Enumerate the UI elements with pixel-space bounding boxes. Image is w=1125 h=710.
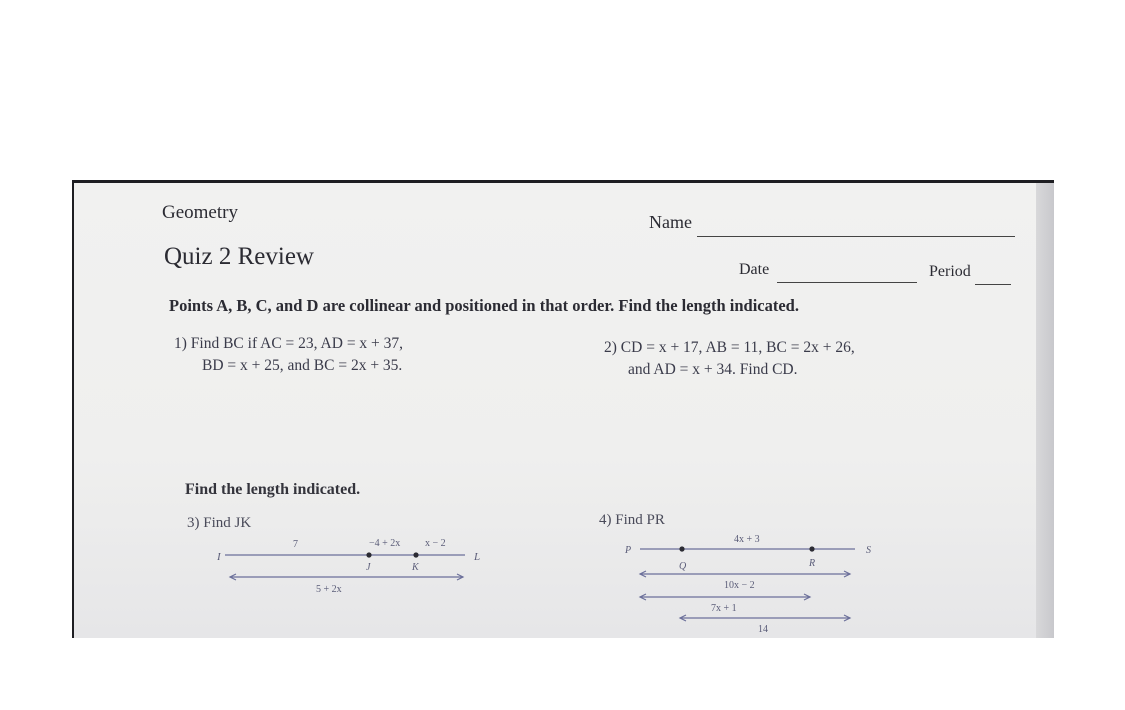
segment-ps-label: 14 bbox=[758, 624, 768, 635]
point-k bbox=[413, 552, 418, 557]
point-q bbox=[679, 546, 684, 551]
problem-2-line2: and AD = x + 34. Find CD. bbox=[628, 361, 798, 378]
segment-jk-label: −4 + 2x bbox=[369, 538, 401, 549]
segment-pr-label: 10x − 2 bbox=[724, 580, 755, 591]
point-label-p: P bbox=[625, 545, 632, 556]
segment-ik-label: 5 + 2x bbox=[316, 584, 342, 595]
problem-1-number: 1) bbox=[174, 335, 187, 352]
problem-1-line1: Find BC if AC = 23, AD = x + 37, bbox=[190, 335, 404, 352]
point-label-l: L bbox=[474, 551, 481, 563]
segment-kl-label: x − 2 bbox=[425, 538, 446, 549]
subject-label: Geometry bbox=[162, 202, 238, 223]
segment-qr-label: 4x + 3 bbox=[734, 534, 760, 545]
section-heading: Find the length indicated. bbox=[185, 481, 361, 498]
name-label: Name bbox=[649, 212, 692, 232]
instructions: Points A, B, C, and D are collinear and positioned in that order. Find the length indicated. bbox=[169, 296, 799, 315]
point-label-i: I bbox=[217, 551, 221, 563]
point-label-k: K bbox=[412, 562, 419, 573]
diagram-4 bbox=[624, 534, 871, 635]
problem-2-number: 2) bbox=[604, 339, 617, 356]
date-label: Date bbox=[739, 261, 770, 278]
point-r bbox=[809, 546, 814, 551]
point-label-s: S bbox=[866, 545, 871, 556]
point-label-r: R bbox=[809, 558, 816, 569]
diagram-3 bbox=[216, 538, 480, 595]
segment-qs-label: 7x + 1 bbox=[711, 603, 737, 614]
period-label: Period bbox=[929, 263, 971, 280]
problem-2-line1: CD = x + 17, AB = 11, BC = 2x + 26, bbox=[620, 339, 855, 356]
problem-4-label: 4) Find PR bbox=[599, 512, 665, 528]
page-title: Quiz 2 Review bbox=[164, 243, 314, 270]
problem-3-label: 3) Find JK bbox=[187, 515, 252, 531]
point-label-q: Q bbox=[679, 561, 687, 572]
problem-1-line2: BD = x + 25, and BC = 2x + 35. bbox=[202, 357, 403, 374]
point-j bbox=[366, 552, 371, 557]
segment-ij-label: 7 bbox=[293, 539, 298, 550]
point-label-j: J bbox=[366, 562, 371, 573]
